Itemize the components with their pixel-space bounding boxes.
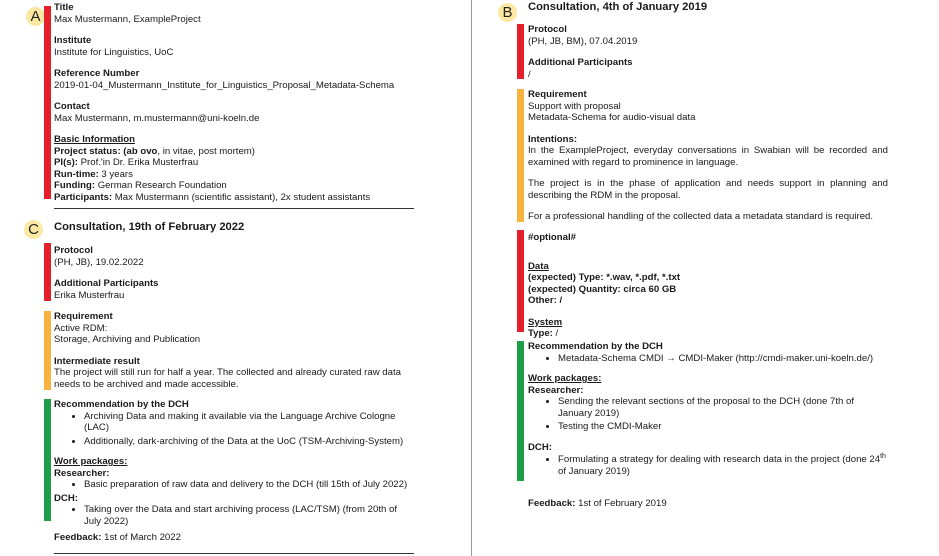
protocol-label: Protocol <box>528 24 567 35</box>
project-status-value: , in vitae, post mortem) <box>157 145 255 157</box>
dch-label: DCH: <box>54 492 78 504</box>
pi-value: Prof.'in Dr. Erika Musterfrau <box>77 157 199 168</box>
researcher-label: Researcher: <box>54 467 110 479</box>
dch-list <box>528 453 888 477</box>
section-c-red-bar <box>44 243 51 301</box>
badge-b: B <box>498 3 517 22</box>
additional-participants-label: Additional Participants <box>528 57 633 68</box>
consultation-2019-heading: Consultation, 4th of January 2019 <box>528 1 708 13</box>
protocol-label: Protocol <box>54 245 93 256</box>
dch-item-superscript: th <box>880 453 886 460</box>
dch-item-end: of January 2019) <box>558 465 630 477</box>
requirement-label: Requirement <box>54 311 113 322</box>
feedback-line <box>54 532 181 544</box>
pi-line <box>54 157 454 169</box>
section-b-optional-red-bar <box>517 230 524 332</box>
intentions-paragraph-1: In the ExampleProject, everyday conversations in Swabian will be recorded and examined with regard to prominence in language. <box>528 145 888 168</box>
data-label: Data <box>528 260 549 272</box>
requirement-line-2: Storage, Archiving and Publication <box>54 334 201 345</box>
requirement-line-2: Metadata-Schema for audio-visual data <box>528 112 696 123</box>
recommendation-list <box>54 411 414 448</box>
list-item: • Sending the relevant sections of the proposal to the DCH (done 7th of January 2019) <box>558 396 888 419</box>
dch-item-text: Formulating a strategy for dealing with research data in the project (done 24 <box>558 454 881 466</box>
intermediate-result-label: Intermediate result <box>54 355 140 367</box>
title-value: Max Mustermann, ExampleProject <box>54 13 201 25</box>
list-item: • Additionally, dark-archiving of the Data at the UoC (TSM-Archiving-System) <box>84 436 414 448</box>
basic-information-label: Basic Information <box>54 134 136 145</box>
project-status-line <box>54 146 454 158</box>
project-status-label: Project status: (ab ovo <box>54 145 158 157</box>
reference-number-value: 2019-01-04_Mustermann_Institute_for_Linguistics_Proposal_Metadata-Schema <box>54 79 395 91</box>
badge-c: C <box>24 220 43 239</box>
funding-value: German Research Foundation <box>95 180 227 191</box>
runtime-value: 3 years <box>98 168 133 180</box>
section-c-orange-bar <box>44 311 51 390</box>
feedback-label: Feedback: <box>528 498 576 509</box>
funding-label: Funding: <box>54 180 96 191</box>
dch-list <box>54 504 414 527</box>
requirement-label: Requirement <box>528 89 587 100</box>
additional-participants-value: / <box>528 68 531 80</box>
work-packages-label: Work packages: <box>528 373 602 384</box>
list-item: • Taking over the Data and start archiving process (LAC/TSM) (from 20th of July 2022) <box>84 504 414 527</box>
feedback-value: 1st of March 2022 <box>101 532 181 543</box>
system-type-value: / <box>552 328 559 339</box>
system-type-label: Type: <box>528 328 553 339</box>
recommendation-list <box>528 353 888 365</box>
section-b-orange-bar <box>517 89 524 222</box>
dch-label: DCH: <box>528 441 552 453</box>
feedback-label: Feedback: <box>54 532 102 543</box>
participants-line <box>54 192 454 204</box>
requirement-line-1: Active RDM: <box>54 322 108 334</box>
funding-line <box>54 180 454 192</box>
section-b-protocol <box>528 24 888 80</box>
section-b-optional <box>528 232 888 340</box>
recommendation-label: Recommendation by the DCH <box>54 399 189 410</box>
section-a-project-info <box>54 2 454 203</box>
runtime-label: Run-time: <box>54 168 99 180</box>
intentions-label: Intentions: <box>528 133 578 145</box>
section-c-recommendation <box>54 399 414 529</box>
section-a-red-bar <box>44 6 51 199</box>
list-item: • Testing the CMDI-Maker <box>558 421 888 433</box>
work-packages-label: Work packages: <box>54 456 128 467</box>
intentions-paragraph-2: The project is in the phase of application and needs support in planning and describing the RDM in the proposal. <box>528 178 888 201</box>
contact-label: Contact <box>54 101 90 112</box>
list-item: • Basic preparation of raw data and delivery to the DCH (till 15th of July 2022) <box>84 479 414 491</box>
contact-value: Max Mustermann, m.mustermann@uni-koeln.de <box>54 112 260 124</box>
section-b-green-bar <box>517 341 524 481</box>
recommendation-label: Recommendation by the DCH <box>528 341 663 352</box>
data-type-line: (expected) Type: *.wav, *.pdf, *.txt <box>528 272 681 283</box>
list-item: • Metadata-Schema CMDI → CMDI-Maker (http://cmdi-maker.uni-koeln.de/) <box>558 353 888 365</box>
requirement-line-1: Support with proposal <box>528 100 621 112</box>
feedback-line <box>528 498 667 510</box>
intentions-paragraph-3: For a professional handling of the collected data a metadata standard is required. <box>528 211 874 222</box>
researcher-label: Researcher: <box>528 384 584 396</box>
protocol-value: (PH, JB), 19.02.2022 <box>54 256 144 268</box>
data-quantity-line: (expected) Quantity: circa 60 GB <box>528 283 677 295</box>
participants-label: Participants: <box>54 191 113 203</box>
pi-label: PI(s): <box>54 157 78 168</box>
section-a-divider <box>54 208 414 209</box>
section-b-requirement <box>528 89 888 223</box>
data-other-line: Other: / <box>528 295 563 306</box>
section-b-red-bar <box>517 24 524 79</box>
section-b-recommendation <box>528 341 888 479</box>
system-label: System <box>528 316 563 328</box>
list-item: • Archiving Data and making it available via the Language Archive Cologne (LAC) <box>84 411 414 434</box>
section-c-divider <box>54 553 414 554</box>
feedback-value: 1st of February 2019 <box>575 498 667 509</box>
optional-label: #optional# <box>528 232 576 243</box>
section-c-green-bar <box>44 399 51 521</box>
participants-value: Max Mustermann (scientific assistant), 2x student assistants <box>112 191 371 203</box>
additional-participants-label: Additional Participants <box>54 278 159 289</box>
badge-a: A <box>26 7 45 26</box>
institute-value: Institute for Linguistics, UoC <box>54 46 174 58</box>
institute-label: Institute <box>54 35 92 46</box>
intermediate-result-value: The project will still run for half a year. The collected and already curated raw data needs to be archived and made accessible. <box>54 367 401 390</box>
runtime-line <box>54 169 454 181</box>
reference-number-label: Reference Number <box>54 68 140 79</box>
system-type-line <box>528 328 888 340</box>
researcher-list <box>528 396 888 433</box>
section-c-protocol <box>54 245 424 301</box>
list-item <box>558 453 888 477</box>
researcher-list <box>54 479 414 491</box>
protocol-value: (PH, JB, BM), 07.04.2019 <box>528 35 638 47</box>
column-divider <box>471 0 472 556</box>
consultation-2022-heading: Consultation, 19th of February 2022 <box>54 221 245 233</box>
section-c-requirement <box>54 311 424 390</box>
title-label: Title <box>54 2 74 13</box>
additional-participants-value: Erika Musterfrau <box>54 289 125 301</box>
